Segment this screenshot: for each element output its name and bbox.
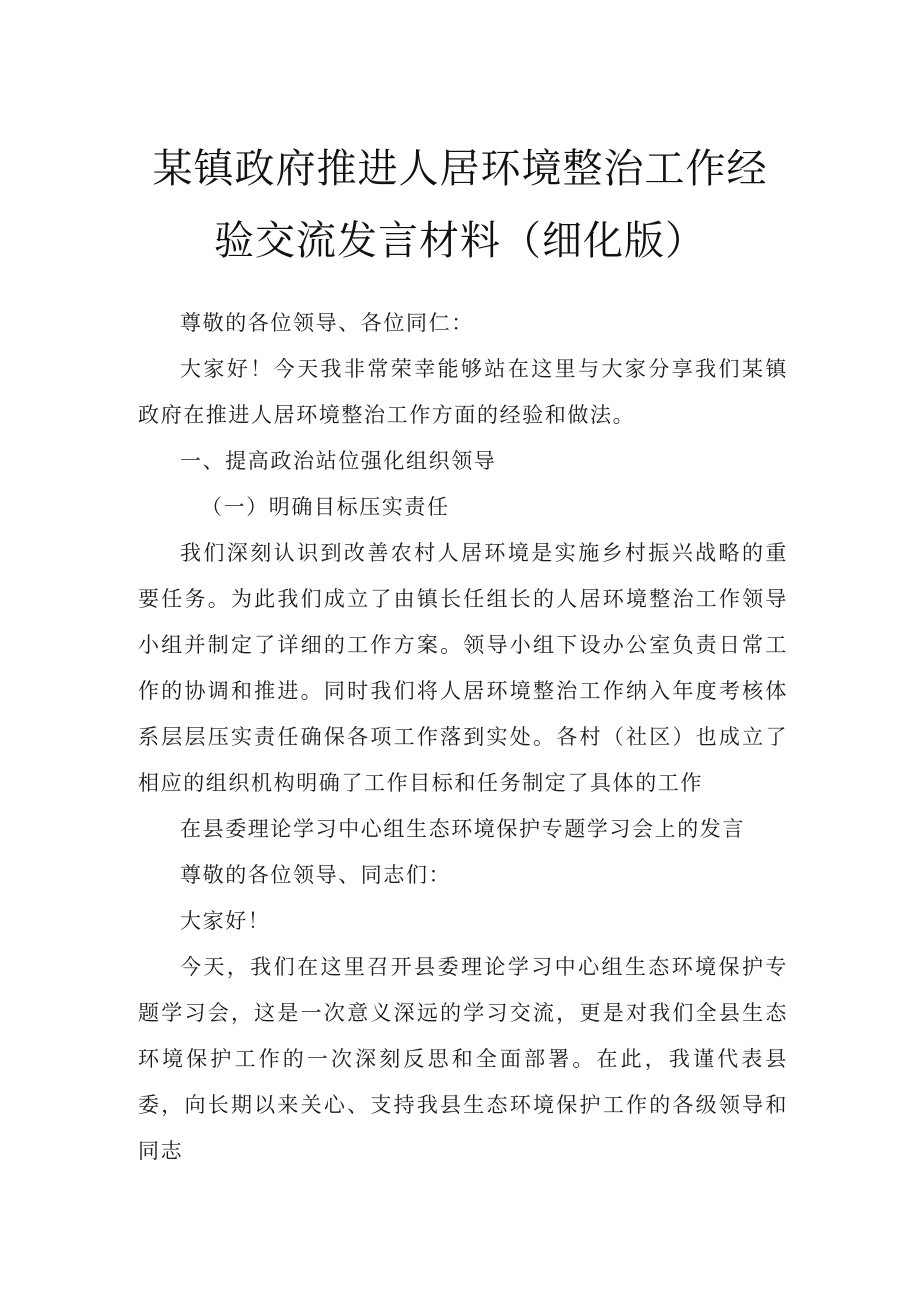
subsection-heading: （一）明确目标压实责任: [201, 495, 450, 519]
body-paragraph: 我们深刻认识到改善农村人居环境是实施乡村振兴战略的重要任务。为此我们成立了由镇长任组长的人居环境整治工作领导小组并制定了详细的工作方案。领导小组下设办公室负责日常工作的协调和推进。同时我们将人居环境整治工作纳入年度考核体系层层压实责任确保各项工作落到实处。各村（社区）也成立了相应的组织机构明确了工作目标和任务制定了具体的工作: [138, 541, 788, 795]
document-title-line-1: 某镇政府推进人居环境整治工作经: [152, 146, 768, 192]
salutation: 尊敬的各位领导、同志们：: [180, 863, 452, 887]
body-paragraph: 今天，我们在这里召开县委理论学习中心组生态环境保护专题学习会，这是一次意义深远的学习交流，更是对我们全县生态环境保护工作的一次深刻反思和全面部署。在此，我谨代表县委，向长期以来关心、支持我县生态环境保护工作的各级领导和同志: [138, 955, 788, 1163]
speech-title: 在县委理论学习中心组生态环境保护专题学习会上的发言: [180, 817, 745, 841]
greeting: 大家好！: [180, 909, 271, 933]
document-title-line-2: 验交流发言材料（细化版）: [214, 218, 706, 264]
section-heading: 一、提高政治站位强化组织领导: [180, 449, 497, 473]
document-body: [138, 300, 788, 1174]
body-paragraph: 大家好！今天我非常荣幸能够站在这里与大家分享我们某镇政府在推进人居环境整治工作方面的经验和做法。: [138, 357, 788, 427]
salutation: 尊敬的各位领导、各位同仁：: [180, 311, 474, 335]
